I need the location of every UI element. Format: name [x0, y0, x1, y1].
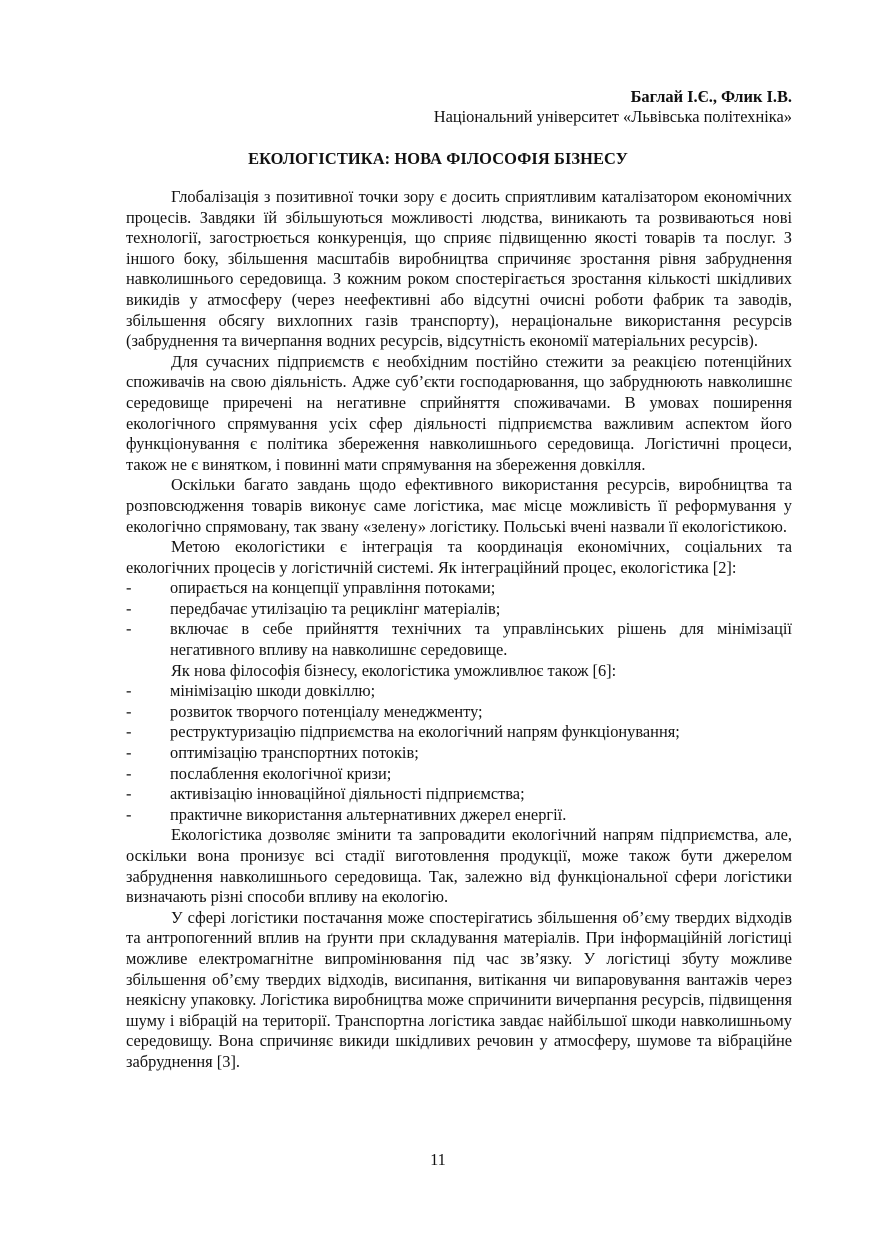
list-item: - оптимізацію транспортних потоків;	[126, 743, 419, 763]
list-item: - розвиток творчого потенціалу менеджменту;	[126, 701, 483, 721]
list-item: - активізацію інноваційної діяльності підприємства;	[126, 784, 525, 804]
paragraph: Метою екологістики є інтеграція та координація економічних, соціальних та екологічних процесів у логістичній системі. Як інтеграційний процес, екологістика [2]:	[126, 537, 792, 577]
article-title: ЕКОЛОГІСТИКА: НОВА ФІЛОСОФІЯ БІЗНЕСУ	[248, 149, 628, 168]
list-item: - практичне використання альтернативних джерел енергії.	[126, 804, 567, 824]
paragraph: Оскільки багато завдань щодо ефективного використання ресурсів, виробництва та розповсюдження товарів виконує саме логістика, має місце можливість її реформування у екологічно спрямовану, так звану «зелену» логістику. Польські вчені назвали її екологістикою.	[126, 475, 792, 536]
paragraph: Глобалізація з позитивної точки зору є досить сприятливим каталізатором економічних процесів. Завдяки їй збільшуються можливості людства, виникають та розвиваються нові технології, загострюється конкуренція, що сприяє підвищенню якості товарів та послуг. З іншого боку, збільшення масштабів виробництва спричиняє зростання рівня забруднення навколишнього середовища. З кожним роком спостерігається зростання кількості шкідливих викидів у атмосферу (через неефективні або відсутні очисні роботи фабрик та заводів, збільшення обсягу вихлопних газів транспорту), нераціональне використання ресурсів (забруднення та вичерпання водних ресурсів, відсутність економії матеріальних ресурсів).	[126, 187, 792, 351]
paragraph: Як нова філософія бізнесу, екологістика уможливлює також [6]:	[171, 660, 617, 680]
list-item: - передбачає утилізацію та рециклінг матеріалів;	[126, 598, 501, 618]
philosophy-list	[126, 681, 792, 825]
list-item: - послаблення екологічної кризи;	[126, 763, 392, 783]
list-item: - включає в себе прийняття технічних та управлінських рішень для мінімізації негативного впливу на навколишнє середовище.	[126, 619, 792, 660]
integration-list	[126, 578, 792, 660]
list-item: - опирається на концепції управління потоками;	[126, 578, 496, 598]
article-body	[126, 187, 792, 1073]
list-item: - реструктуризацію підприємства на екологічний напрям функціонування;	[126, 722, 680, 742]
list-item: - мінімізацію шкоди довкіллю;	[126, 681, 376, 701]
page-number: 11	[430, 1150, 446, 1169]
paragraph: Для сучасних підприємств є необхідним постійно стежити за реакцією потенційних споживачів на свою діяльність. Адже суб’єкти господарювання, що забруднюють навколишнє середовище приречені на негативне сприйняття споживачами. В умовах поширення екологічного спрямування усіх сфер діяльності підприємства важливим аспектом його функціонування є політика збереження навколишнього середовища. Логістичні процеси, також не є винятком, і повинні мати спрямування на збереження довкілля.	[126, 351, 792, 474]
paragraph: Екологістика дозволяє змінити та запровадити екологічний напрям підприємства, але, оскільки вона пронизує всі стадії виготовлення продукції, може також бути джерелом забруднення навколишнього середовища. Так, залежно від функціональної сфери логістики визначають різні способи впливу на екологію.	[126, 825, 792, 907]
paragraph: У сфері логістики постачання може спостерігатись збільшення об’єму твердих відходів та антропогенний вплив на ґрунти при складування матеріалів. При інформаційній логістиці можливе електромагнітне випромінювання під час зв’язку. У логістиці збуту можливе збільшення об’єму твердих відходів, висипання, витікання чи випаровування вантажів через неякісну упаковку. Логістика виробництва може спричинити вичерпання ресурсів, підвищення шуму і вібрацій на території. Транспортна логістика завдає найбільшої шкоди навколишньому середовищу. Вона спричиняє викиди шкідливих речовин у атмосферу, шумове та вібраційне забруднення [3].	[126, 907, 792, 1071]
affiliation: Національний університет «Львівська політехніка»	[433, 107, 792, 126]
authors: Баглай І.Є., Флик І.В.	[630, 87, 792, 106]
